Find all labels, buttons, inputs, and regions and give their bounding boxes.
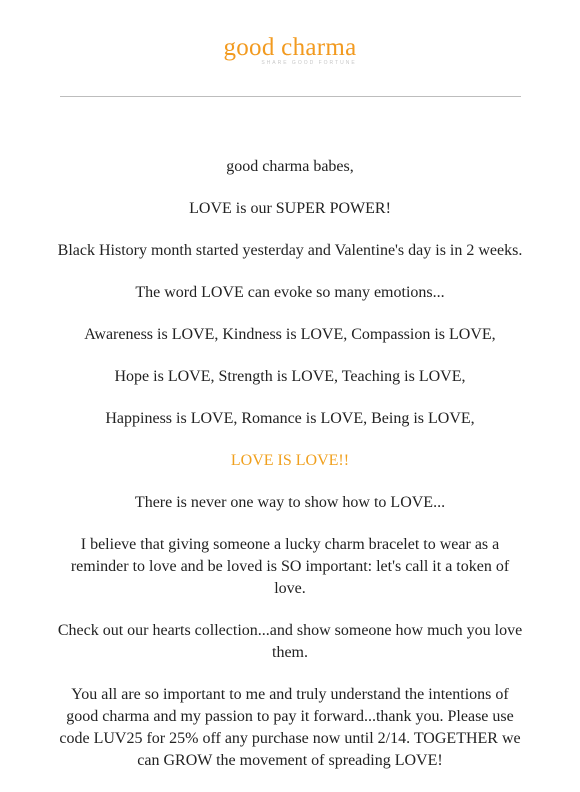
discount-code-paragraph: You all are so important to me and truly understand the intentions of good charma and my passion to pay it forward...thank you. Please use code LUV25 for 25% off any purchase now until 2/14. TOGETHER we can GROW the movement of spreading LOVE! [59, 686, 521, 769]
brand-tagline: SHARE GOOD FORTUNE [261, 60, 357, 66]
hearts-collection-paragraph: Check out our hearts collection...and show someone how much you love them. [57, 622, 523, 661]
word-love-line: The word LOVE can evoke so many emotions... [135, 284, 445, 301]
happiness-line: Happiness is LOVE, Romance is LOVE, Being is LOVE, [105, 410, 475, 427]
love-is-love-line: LOVE IS LOVE!! [230, 452, 350, 469]
black-history-line: Black History month started yesterday and Valentine's day is in 2 weeks. [57, 242, 523, 259]
super-power-line: LOVE is our SUPER POWER! [189, 200, 391, 217]
hope-line: Hope is LOVE, Strength is LOVE, Teaching is LOVE, [114, 368, 466, 385]
awareness-line: Awareness is LOVE, Kindness is LOVE, Compassion is LOVE, [84, 326, 496, 343]
brand-wordmark: good charma [223, 34, 357, 61]
brand-logo[interactable] [0, 34, 580, 66]
bracelet-paragraph: I believe that giving someone a lucky charm bracelet to wear as a reminder to love and be loved is SO important: let's call it a token of love. [70, 536, 510, 597]
greeting: good charma babes, [226, 158, 354, 175]
email-body [56, 156, 524, 792]
header-divider [60, 96, 521, 97]
never-one-way-line: There is never one way to show how to LOVE... [134, 494, 446, 511]
